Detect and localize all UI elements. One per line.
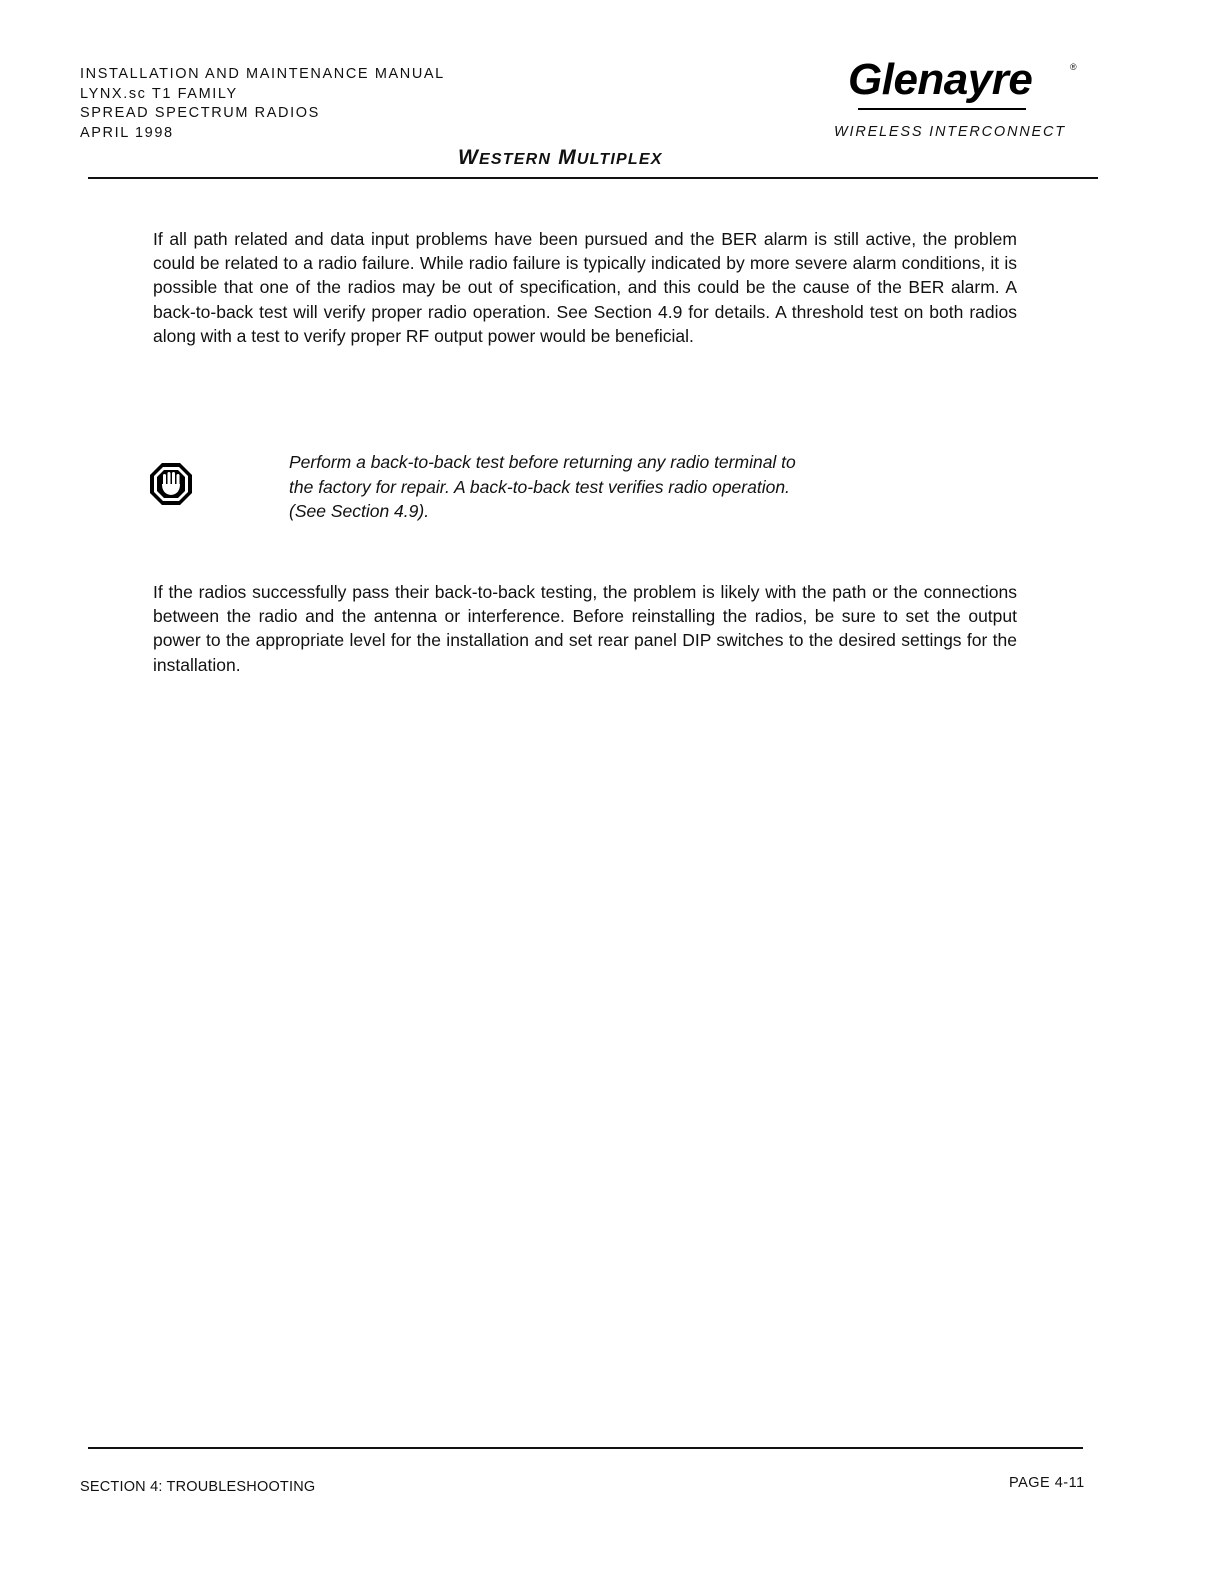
note-line: the factory for repair. A back-to-back test verifies radio operation. xyxy=(289,476,790,497)
footer-section: SECTION 4: TROUBLESHOOTING xyxy=(80,1479,316,1495)
caution-note xyxy=(289,450,889,524)
logo-underline xyxy=(858,108,1026,110)
glenayre-logo xyxy=(834,55,1088,140)
footer-rule xyxy=(88,1447,1083,1449)
paragraph-ber-alarm: If all path related and data input problems have been pursued and the BER alarm is still active, the problem could be related to a radio failure. While radio failure is typically indicated by more severe alarm conditions, it is possible that one of the radios may be out of specification, and this could be the cause of the BER alarm. A back-to-back test will verify proper radio operation. See Section 4.9 for details. A threshold test on both radios along with a test to verify proper RF output power would be beneficial. xyxy=(153,229,1017,346)
stop-hand-icon xyxy=(149,462,193,506)
product-type: SPREAD SPECTRUM RADIOS xyxy=(80,105,320,121)
document-header xyxy=(80,65,445,143)
logo-wordmark: Glenayre xyxy=(848,55,1033,104)
logo-subtitle: WIRELESS INTERCONNECT xyxy=(834,124,1066,140)
note-line: Perform a back-to-back test before returning any radio terminal to xyxy=(289,452,796,472)
note-line: (See Section 4.9). xyxy=(289,501,430,521)
manual-title: INSTALLATION AND MAINTENANCE MANUAL xyxy=(80,66,445,82)
publication-date: APRIL 1998 xyxy=(80,124,174,141)
registered-mark: ® xyxy=(1070,62,1077,72)
footer-page-number: PAGE 4-11 xyxy=(1009,1475,1085,1491)
product-family: LYNX.sc T1 FAMILY xyxy=(80,85,238,102)
paragraph-reinstall: If the radios successfully pass their back-to-back testing, the problem is likely with the path or the connections between the radio and the antenna or interference. Before reinstalling the radios, be sure to set the output power to the appropriate level for the installation and set rear panel DIP switches to the desired settings for the installation. xyxy=(153,582,1017,675)
header-rule xyxy=(88,177,1098,179)
brand-line: WESTERN MULTIPLEX xyxy=(458,146,663,169)
